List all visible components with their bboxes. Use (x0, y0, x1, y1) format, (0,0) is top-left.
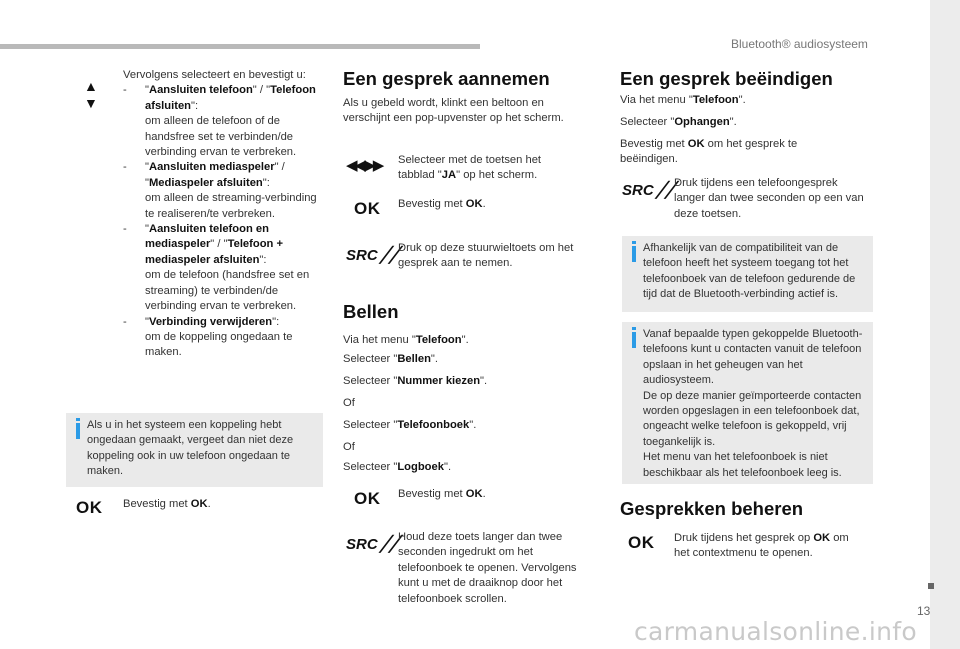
previous-next-arrows-icon: ◀◀ ▶▶ (346, 157, 382, 174)
option-colon: : (266, 176, 270, 189)
text-part: Selecteer " (343, 461, 398, 473)
info-box-phonebook-access (622, 236, 873, 312)
connection-intro: Vervolgens selecteert en bevestigt u: (123, 69, 306, 81)
option-colon: : (263, 253, 267, 266)
option-colon: : (195, 99, 199, 112)
call-hold-text: Houd deze toets langer dan twee seconden ingedrukt om het telefoonboek te openen. Vervolgens kunt u met de draaiknop door het telefoonboek scrollen. (398, 531, 577, 605)
down-arrow-icon: ▼ (84, 95, 98, 111)
text-part: Bevestig met (620, 138, 688, 150)
ok-button-icon: OK (354, 199, 381, 218)
option-label-alt: Mediaspeler afsluiten (148, 176, 263, 189)
text-bold: Telefoon (692, 94, 739, 106)
text-bold: Telefoon (415, 334, 462, 346)
text-part: ". (469, 419, 477, 431)
option-label-alt: Telefoon + mediaspeler afsluiten (145, 238, 284, 266)
src-phone-button-icon: SRC ╱╱ (622, 182, 675, 199)
text-part: . (482, 488, 486, 500)
text-part: Selecteer " (343, 419, 398, 431)
text-part: ". (430, 353, 439, 365)
list-item: - "Verbinding verwijderen": om de koppeling ongedaan te maken. (123, 315, 323, 361)
connection-list (123, 83, 323, 360)
text-bold: OK (190, 498, 208, 510)
page-edge-strip (930, 0, 960, 649)
info-icon-bar (632, 332, 636, 348)
ok-button-icon: OK (628, 533, 655, 552)
text-part: " op het scherm. (456, 169, 538, 182)
info-box-contacts (622, 322, 873, 484)
up-arrow-icon: ▲ (84, 78, 98, 94)
text-bold: Ophangen (674, 116, 730, 128)
connection-options (123, 68, 323, 361)
text-part: om het contextmenu te openen. (674, 532, 849, 560)
src-label: SRC (622, 182, 654, 199)
option-description: om alleen de streaming-verbinding te realiseren/te verbreken. (145, 192, 317, 220)
list-item: - "Aansluiten mediaspeler" / "Mediaspeler afsluiten": om alleen de streaming-verbinding te realiseren/te verbreken. (123, 160, 323, 222)
answer-step-confirm (398, 197, 486, 212)
page-header-title: Bluetooth® audiosysteem (731, 37, 868, 51)
src-label: SRC (346, 247, 378, 264)
text-bold: OK (465, 488, 483, 500)
text-bold: OK (465, 198, 483, 210)
end-call-src-text: Druk tijdens een telefoongesprek langer dan twee seconden op een van deze toetsen. (674, 177, 864, 220)
section-title-manage-calls: Gesprekken beheren (620, 498, 804, 519)
text-part: ". (738, 94, 746, 106)
manage-calls-text (674, 531, 864, 562)
info-icon (632, 327, 636, 330)
answer-intro: Als u gebeld wordt, klinkt een beltoon en verschijnt een pop-upvenster op het scherm. (343, 97, 564, 125)
ok-button-icon: OK (354, 489, 381, 508)
text-part: ". (443, 461, 452, 473)
text-bold: Telefoonboek (397, 419, 470, 431)
call-select-phonebook (343, 418, 476, 433)
info-text: Vanaf bepaalde typen gekoppelde Bluetooth-telefoons kunt u contacten vanuit de telefoon opslaan in het geheugen van het audiosysteem. De op deze manier geïmporteerde contacten worden opgeslagen in een telefoonboek dat, ongeacht welke telefoon is gekoppeld, vrij toegankelijk is. Het menu van het telefoonboek is niet beschikbaar als het telefoonboek leeg is. (643, 328, 863, 479)
end-call-select (620, 115, 737, 130)
option-label: Verbinding verwijderen (148, 315, 273, 328)
text-bold: JA (441, 169, 457, 182)
option-label: Aansluiten telefoon en mediaspeler (145, 223, 269, 251)
info-icon (76, 418, 80, 421)
call-confirm (398, 487, 486, 502)
call-menu (343, 333, 469, 348)
or-text: Of (343, 441, 355, 453)
text-part: Via het menu " (620, 94, 693, 106)
text-bold: Bellen (397, 353, 431, 365)
section-title-end-call: Een gesprek beëindigen (620, 68, 833, 89)
text-part: Via het menu " (343, 334, 416, 346)
list-item: - "Aansluiten telefoon en mediaspeler" / "Telefoon + mediaspeler afsluiten": om de telefoon (handsfree set en streaming) te verbinden/de verbinding ervan te verbreken. (123, 222, 323, 314)
info-text: Afhankelijk van de compatibiliteit van de telefoon heeft het systeem toegang tot het telefoonboek van de telefoon gedurende de tijd dat de Bluetooth-verbinding actief is. (643, 242, 856, 301)
end-call-confirm (620, 137, 830, 168)
answer-step-select (398, 153, 578, 184)
list-item: - "Aansluiten telefoon" / "Telefoon afsluiten": om alleen de telefoon of de handsfree set te verbinden/de verbinding ervan te verbreken. (123, 83, 323, 160)
option-label-alt: Telefoon afsluiten (145, 84, 316, 112)
ok-button-icon: OK (76, 498, 103, 517)
text-part: Selecteer met de toetsen het tabblad " (398, 154, 542, 182)
call-select-log (343, 460, 451, 475)
text-part: Bevestig met (398, 488, 466, 500)
header-rule (0, 44, 480, 49)
text-bold: Logboek (397, 461, 444, 473)
text-bold: OK (813, 532, 831, 544)
option-description: om de koppeling ongedaan te maken. (145, 330, 293, 359)
call-select-bellen (343, 352, 438, 367)
option-separator: / (214, 238, 224, 251)
text-part: . (207, 498, 211, 510)
option-description: om alleen de telefoon of de handsfree set te verbinden/de verbinding ervan te verbreken. (145, 115, 297, 159)
option-separator: / (256, 84, 267, 97)
src-label: SRC (346, 536, 378, 553)
text-part: Bevestig met (123, 498, 191, 510)
text-part: Selecteer " (343, 353, 398, 365)
or-text: Of (343, 397, 355, 409)
confirm-ok-text (123, 497, 211, 512)
end-of-section-marker (928, 583, 934, 589)
text-part: Selecteer " (343, 375, 398, 387)
info-text: Als u in het systeem een koppeling hebt ongedaan gemaakt, vergeet dan niet deze koppeling ook in uw telefoon ongedaan te maken. (87, 419, 294, 478)
option-separator: / (278, 161, 285, 174)
text-bold: OK (687, 138, 705, 150)
page-number: 13 (917, 604, 931, 618)
option-colon: : (276, 315, 280, 328)
text-part: om het gesprek te beëindigen. (620, 138, 798, 166)
option-label: Aansluiten mediaspeler (148, 161, 275, 174)
answer-step-wheel: Druk op deze stuurwieltoets om het gesprek aan te nemen. (398, 242, 574, 270)
text-bold: Nummer kiezen (397, 375, 481, 387)
option-label: Aansluiten telefoon (148, 84, 253, 97)
src-phone-button-icon: SRC ╱╱ (346, 536, 399, 553)
text-part: ". (729, 116, 737, 128)
text-part: Bevestig met (398, 198, 466, 210)
text-part: Druk tijdens het gesprek op (674, 532, 814, 544)
text-part: ". (480, 375, 488, 387)
info-box-unpair (66, 413, 323, 487)
src-phone-button-icon: SRC ╱╱ (346, 247, 399, 264)
option-description: om de telefoon (handsfree set en streaming) te verbinden/de verbinding ervan te verbreken. (145, 269, 310, 313)
text-part: Selecteer " (620, 116, 675, 128)
text-part: ". (461, 334, 469, 346)
watermark: carmanualsonline.info (634, 617, 917, 646)
info-icon-bar (632, 246, 636, 262)
info-icon (632, 241, 636, 244)
text-part: . (482, 198, 486, 210)
call-select-number (343, 374, 487, 389)
section-title-answer: Een gesprek aannemen (343, 68, 550, 89)
section-title-call: Bellen (343, 301, 399, 322)
info-icon-bar (76, 423, 80, 439)
end-call-menu (620, 93, 746, 108)
